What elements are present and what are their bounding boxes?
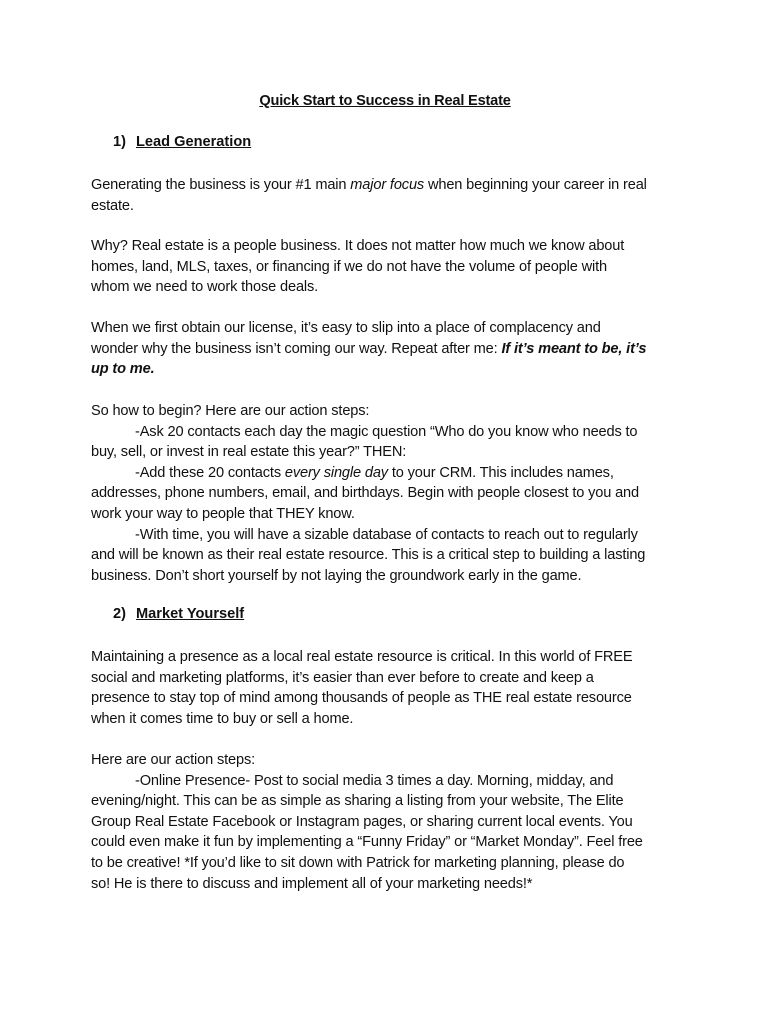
paragraph-action-steps	[91, 401, 691, 586]
action-step-line: -With time, you will have a sizable database of contacts to reach out to regularly	[135, 526, 638, 543]
text-line: so! He is there to discuss and implement all of your marketing needs!*	[91, 875, 533, 892]
text-line: presence to stay top of mind among thousands of people as THE real estate resource	[91, 690, 632, 707]
text-span: when beginning your career in real	[424, 177, 647, 193]
section-heading-lead-generation	[113, 134, 251, 150]
text-span: wonder why the business isn’t coming our way. Repeat after me:	[91, 340, 502, 357]
text-line: estate.	[91, 197, 134, 214]
text-line: evening/night. This can be as simple as sharing a listing from your website, The Elite	[91, 793, 624, 810]
text-span: -Add these 20 contacts	[135, 464, 285, 481]
text-line: social and marketing platforms, it’s easier than ever before to create and keep a	[91, 669, 594, 686]
text-line: to be creative! *If you’d like to sit down with Patrick for marketing planning, please do	[91, 854, 625, 871]
text-span: Generating the business is your #1 main	[91, 177, 351, 193]
text-line: whom we need to work those deals.	[91, 279, 319, 296]
document-title: Quick Start to Success in Real Estate	[259, 93, 511, 109]
text-line: Why? Real estate is a people business. It does not matter how much we know about	[91, 238, 625, 254]
text-line: So how to begin? Here are our action steps:	[91, 403, 370, 419]
text-line: Group Real Estate Facebook or Instagram pages, or sharing current local events. You	[91, 813, 633, 830]
text-line: buy, sell, or invest in real estate this year?” THEN:	[91, 444, 407, 461]
action-step-line: -Online Presence- Post to social media 3 times a day. Morning, midday, and	[135, 772, 614, 789]
text-line: could even make it fun by implementing a “Funny Friday” or “Market Monday”. Feel free	[91, 834, 643, 851]
paragraph-market-action-steps	[91, 750, 691, 894]
paragraph-lead-generation-intro	[91, 175, 691, 216]
text-line: and will be known as their real estate resource. This is a critical step to building a lasting	[91, 547, 646, 564]
emphasis-text: every single day	[284, 464, 388, 481]
text-line: Maintaining a presence as a local real estate resource is critical. In this world of FREE	[91, 649, 633, 665]
text-span: to your CRM. This includes names,	[387, 464, 614, 481]
action-step-line: -Ask 20 contacts each day the magic question “Who do you know who needs to	[135, 423, 638, 440]
text-line: When we first obtain our license, it’s easy to slip into a place of complacency and	[91, 320, 601, 336]
text-line: Here are our action steps:	[91, 752, 256, 768]
section-number: 1)	[113, 134, 126, 150]
paragraph-complacency	[91, 318, 691, 380]
paragraph-market-intro	[91, 647, 691, 729]
text-line: work your way to people that THEY know.	[91, 505, 355, 522]
text-line: business. Don’t short yourself by not laying the groundwork early in the game.	[91, 567, 582, 584]
text-line: addresses, phone numbers, email, and birthdays. Begin with people closest to you and	[91, 485, 639, 502]
section-title: Market Yourself	[136, 606, 245, 622]
bold-italic-text: up to me.	[91, 361, 155, 378]
text-line: homes, land, MLS, taxes, or financing if we do not have the volume of people with	[91, 258, 607, 275]
paragraph-why	[91, 236, 691, 298]
bold-italic-text: If it’s meant to be, it’s	[501, 340, 647, 357]
emphasis-text: major focus	[350, 177, 425, 193]
section-heading-market-yourself	[113, 606, 244, 622]
section-number: 2)	[113, 606, 126, 622]
section-title: Lead Generation	[136, 134, 252, 150]
text-line: when it comes time to buy or sell a home.	[91, 710, 354, 727]
